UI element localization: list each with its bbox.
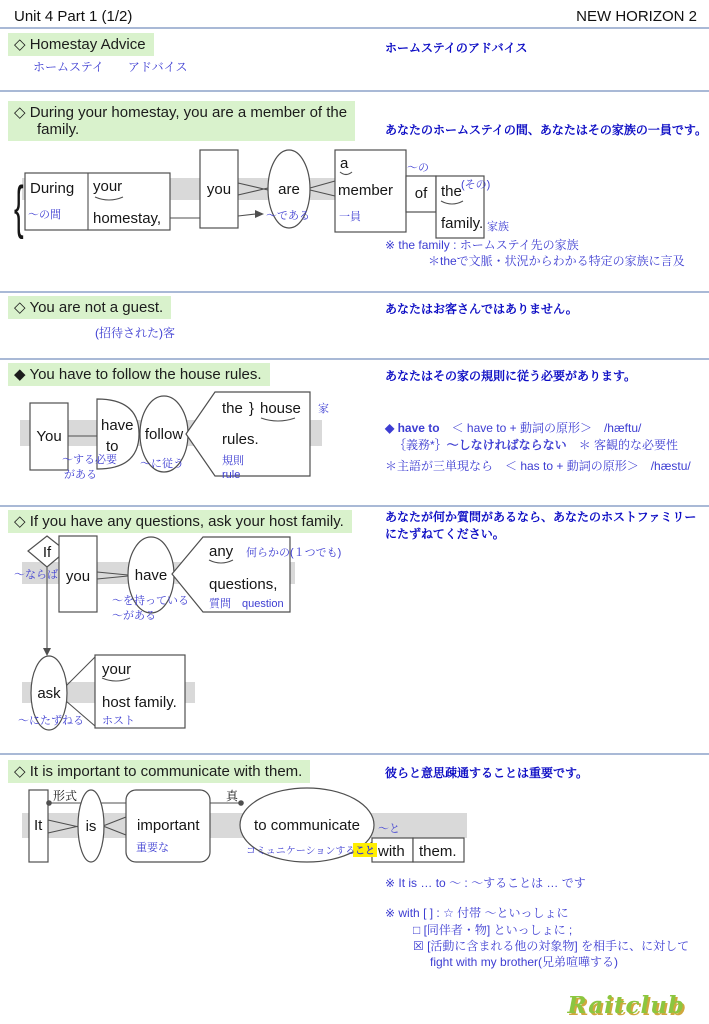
rules-ja1: 規則 [222,455,244,467]
section4-heading-text: You have to follow the house rules. [29,366,262,383]
shin-label: 真 [226,789,239,803]
word-you: you [65,568,91,585]
section4-note3: ＊主語が三単現なら ＜ has to + 動詞の原形＞ /hæstu/ [385,459,691,473]
section6-heading-text: It is important to communicate with them. [29,763,303,780]
follow-ja: 〜に従う [140,458,184,470]
word-to-communicate: to communicate [254,817,360,834]
have-to-term: ◆ have to [385,421,440,435]
section1-vocab: ホームステイ アドバイス [33,60,188,74]
have-ja2: 〜がある [112,610,156,622]
word-member: member [338,182,394,199]
of-ja: 〜の [407,162,429,174]
word-ask: ask [37,685,61,702]
section3-translation: あなたはお客さんではありません。 [385,302,578,316]
to-communicate-ja: コミュニケーションする [246,846,356,857]
word-you: you [206,181,232,198]
have-to-ja2: がある [64,469,97,481]
word-have: have [101,417,134,434]
rules-ja2: rule [222,469,241,481]
word-homestay: homestay, [93,210,162,227]
diamond-marker: ◇ [14,513,26,530]
divider [0,753,709,755]
section6-note4: ☒ [活動に含まれる他の対象物] を相手に、に対して [413,939,690,953]
diamond-marker: ◇ [14,36,26,53]
arrowhead [255,210,264,218]
word-rules: rules. [222,431,259,448]
section1-heading-text: Homestay Advice [29,36,146,53]
have-ja1: 〜を持っている [112,595,189,607]
diamond-marker: ◇ [14,763,26,780]
word-if: If [42,544,52,561]
section2-translation: あなたのホームステイの間、あなたはその家族の一員です。 [385,123,707,137]
word-questions: questions, [209,576,278,593]
raitclub-logo: Raitclub [567,992,685,1019]
junction-dot [46,800,52,806]
section2-note2: ＊theで文脈・状況からわかる特定の家族に言及 [428,254,685,268]
divider [0,90,709,92]
any-ja: 何らかの(１つでも) [246,547,342,559]
word-the: the [441,183,462,200]
word-to: to [106,438,119,455]
member-ja: 一員 [339,211,361,223]
section4-translation: あなたはその家の規則に従う必要があります。 [385,369,637,383]
word-follow: follow [144,426,184,443]
word-you: You [36,428,62,445]
family-ja: 家族 [487,221,509,233]
unit-title: Unit 4 Part 1 (1/2) [14,8,133,25]
word-important: important [137,817,200,834]
junction-dot [238,800,244,806]
diagram-if-questions [0,530,360,735]
section6-note3: □ [同伴者・物] といっしょに ; [413,923,573,937]
diamond-marker: ◇ [14,104,26,121]
word-family: family. [441,215,484,232]
word-them: them. [419,843,457,860]
word-your: your [102,661,132,678]
are-ja: 〜である [266,210,310,222]
questions-ja: 質問 question [209,598,284,610]
arrowhead [43,648,51,656]
diamond-marker: ◇ [14,299,26,316]
word-have: have [134,567,168,584]
section5-heading-text: If you have any questions, ask your host family. [29,513,344,530]
section5-translation: あなたが何か質問があるなら、あなたのホストファミリーにたずねてください。 [385,510,697,541]
word-the: the [222,400,243,417]
host-ja: ホスト [102,715,135,727]
section3-vocab: (招待された)客 [95,326,175,340]
during-ja: 〜の間 [28,209,61,221]
ask-ja: 〜にたずねる [18,715,84,727]
word-host-family: host family. [102,694,177,711]
word-during: During [30,180,75,197]
diamond-filled-marker: ◆ [14,366,26,383]
section2-heading [8,101,355,141]
word-your: your [93,178,123,195]
diagram-have-to [0,390,350,485]
divider [0,505,709,507]
important-ja: 重要な [136,842,169,854]
header-rule [0,27,709,29]
divider [0,358,709,360]
section6-note2: ※ with [ ] : ☆ 付帯 〜といっしょに [385,906,569,920]
section3-heading [8,296,171,319]
section4-note1: ◆ have to ＜ have to + 動詞の原形＞ /hæftu/ [385,421,642,435]
word-house: house [260,400,301,417]
section2-heading-line2: family. [37,121,80,138]
word-a: a [340,155,349,172]
section4-heading [8,363,270,386]
section6-translation: 彼らと意思疎通することは重要です。 [385,766,589,780]
book-title: NEW HORIZON 2 [576,8,697,25]
section6-note1: ※ It is … to 〜 : 〜することは … です [385,876,586,890]
word-it: It [34,817,43,834]
curly-brace-glyph: } [249,400,255,417]
house-ja: 家 [318,403,329,415]
word-are: are [278,181,300,198]
word-with: with [378,843,405,860]
koto-highlighted: こと [355,846,375,857]
section3-heading-text: You are not a guest. [29,299,164,316]
section1-translation: ホームステイのアドバイス [385,41,528,55]
diagram-it-is-important [0,780,480,870]
word-is: is [85,818,97,835]
have-to-ja1: 〜する必要 [62,454,117,466]
section2-heading-line1: During your homestay, you are a member of the [29,104,348,121]
divider [0,291,709,293]
word-of: of [414,185,428,202]
word-any: any [209,543,234,560]
section2-note1: ※ the family : ホームステイ先の家族 [385,238,579,252]
keishiki-label: 形式 [53,789,78,803]
the-ja: (その) [461,179,491,191]
diagram-during-homestay [0,140,520,250]
section6-note5: fight with my brother(兄弟喧嘩する) [430,955,619,969]
with-ja: 〜と [378,823,400,835]
left-curly-brace: { [14,173,24,240]
section1-heading [8,33,154,56]
section4-note2: ｛義務*｝〜しなければならない ＊ 客観的な必要性 [394,438,679,452]
if-ja: 〜ならば [14,569,58,581]
